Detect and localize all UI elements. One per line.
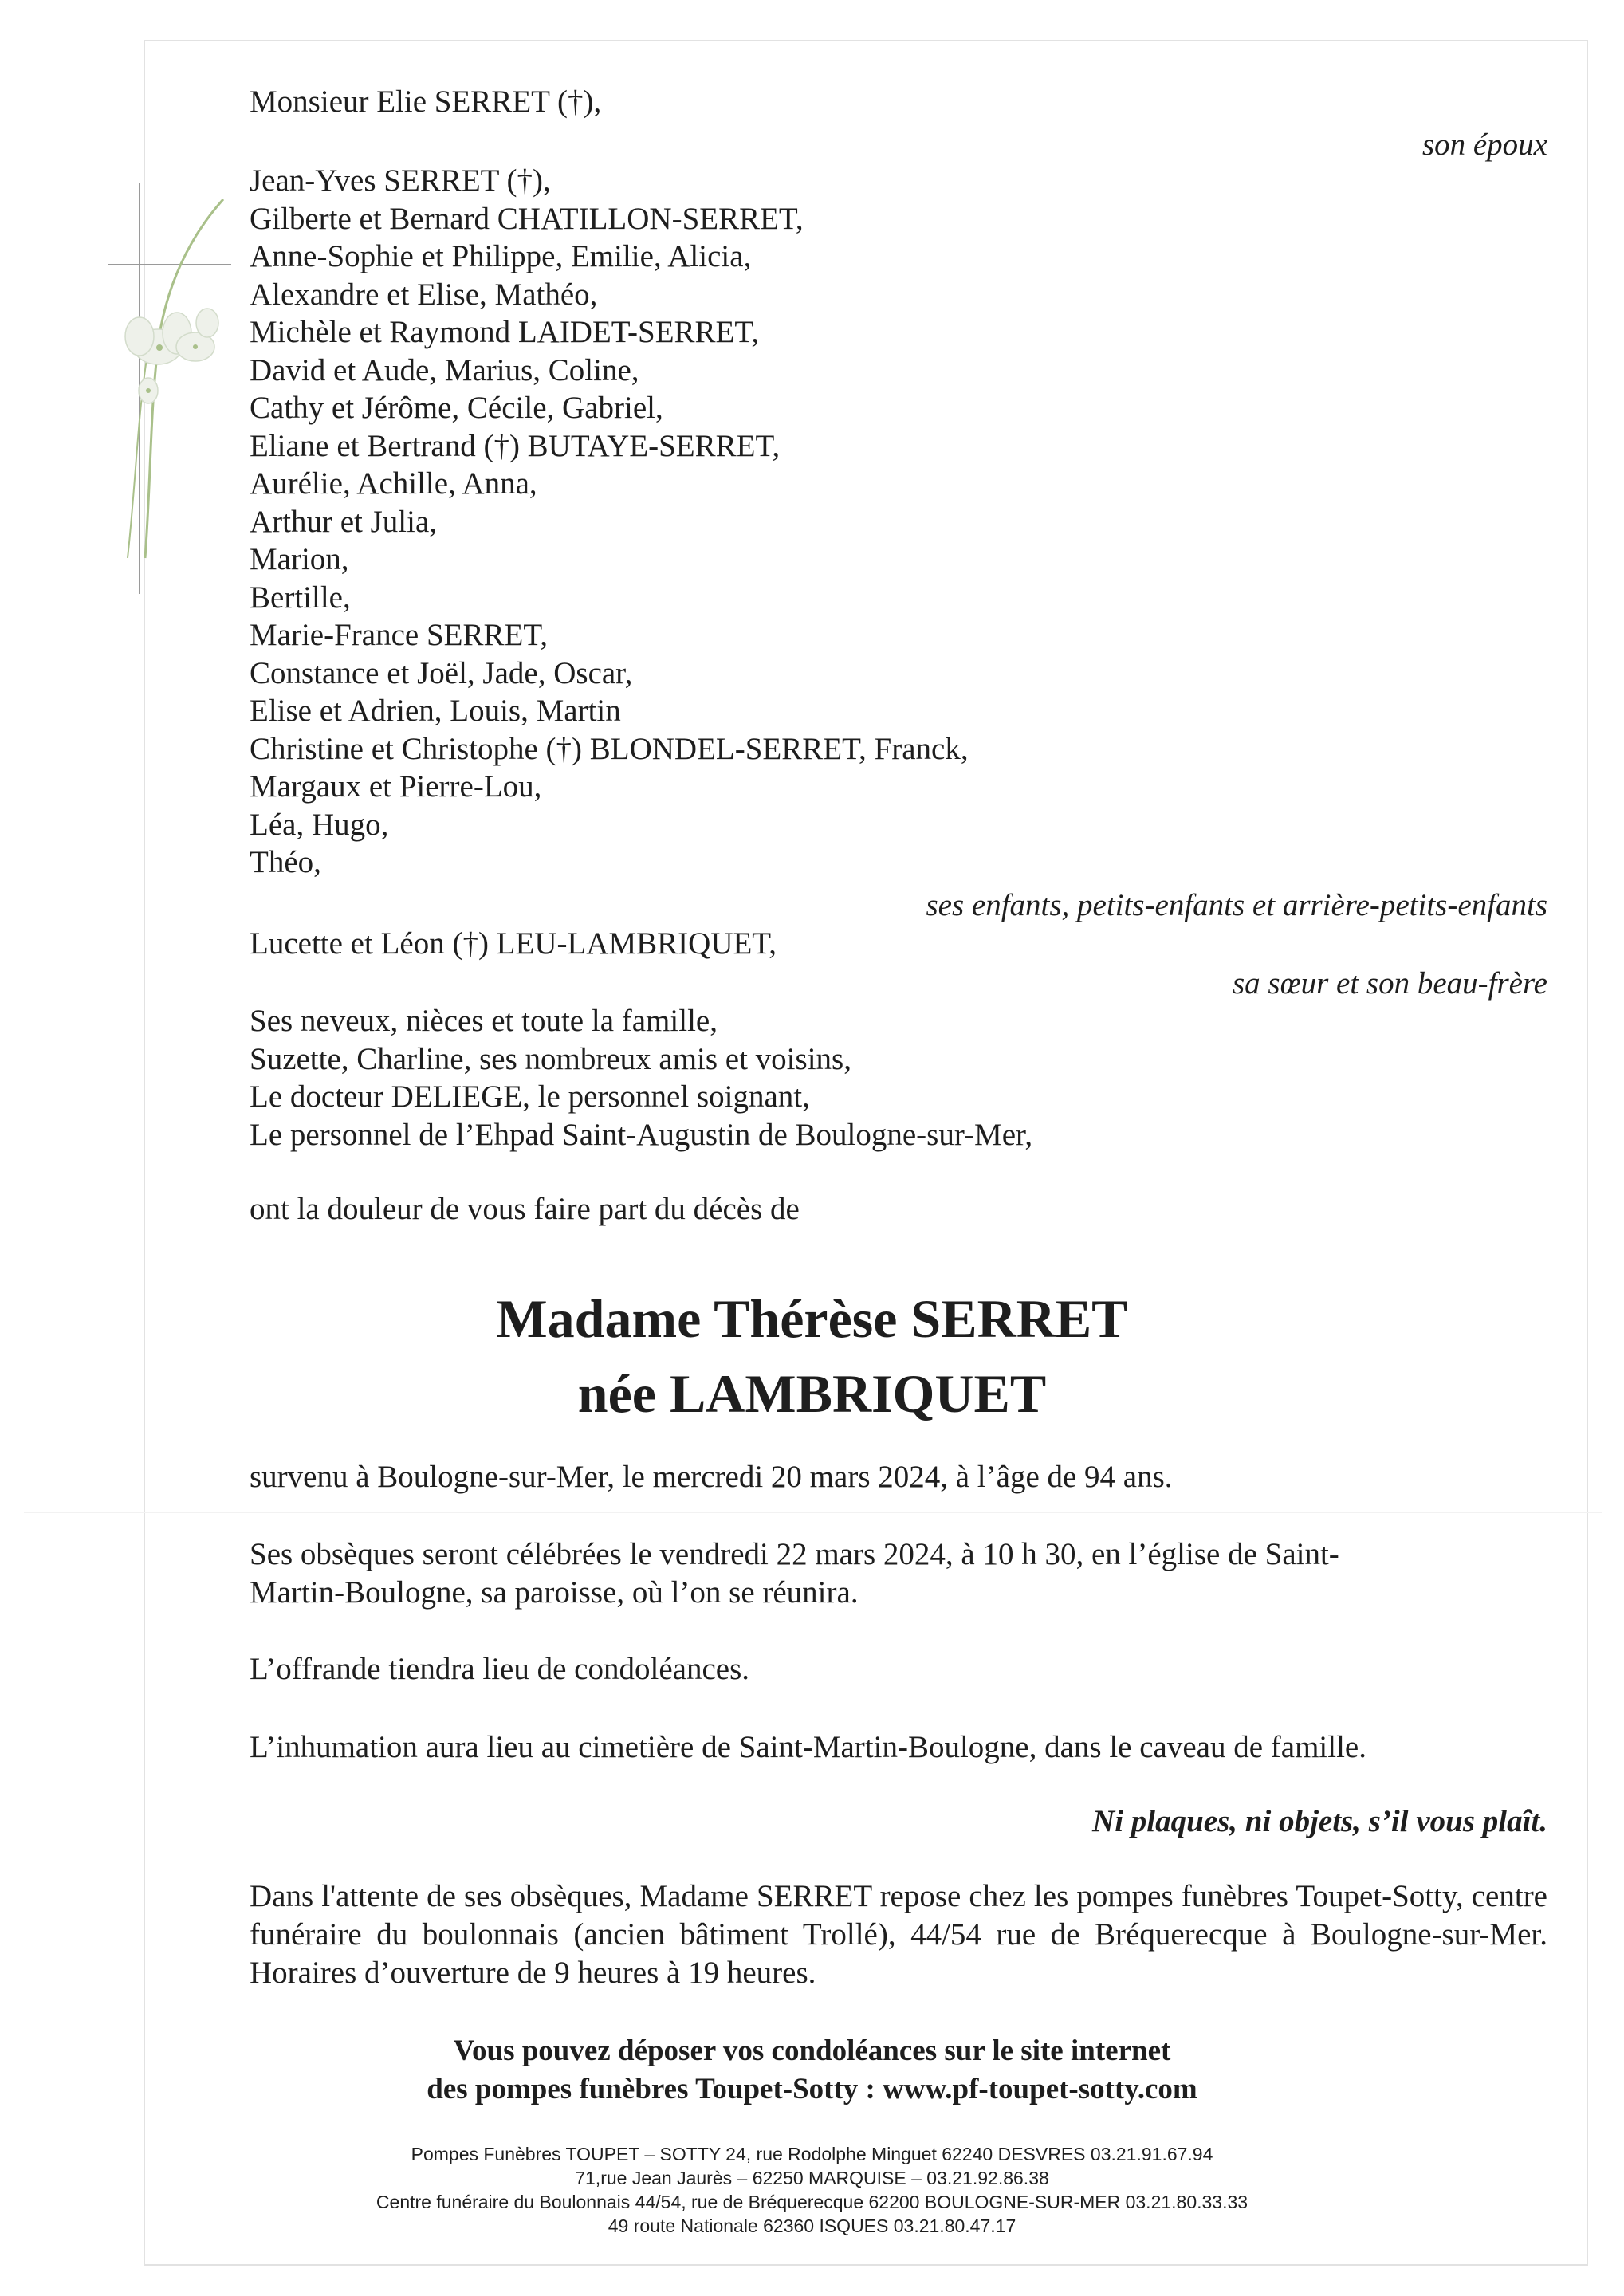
family-line: Léa, Hugo, bbox=[250, 808, 389, 842]
family-line: Lucette et Léon (†) LEU-LAMBRIQUET, bbox=[250, 926, 777, 961]
no-plaques-notice: Ni plaques, ni objets, s’il vous plaît. bbox=[1092, 1804, 1547, 1838]
family-line: Alexandre et Elise, Mathéo, bbox=[250, 277, 598, 312]
deceased-maiden-name: née LAMBRIQUET bbox=[577, 1363, 1047, 1424]
family-line: Arthur et Julia, bbox=[250, 505, 438, 539]
family-line: Théo, bbox=[250, 845, 321, 879]
funeral-details: Ses obsèques seront célébrées le vendredi 22 mars 2024, à 10 h 30, en l’église de Saint-Martin-Boulogne, sa paroisse, où l’on se réunira. bbox=[250, 1537, 1339, 1610]
relation-label: ses enfants, petits-enfants et arrière-petits-enfants bbox=[926, 888, 1547, 922]
family-line: Suzette, Charline, ses nombreux amis et voisins, bbox=[250, 1042, 851, 1076]
family-line: Le docteur DELIEGE, le personnel soignant, bbox=[250, 1079, 810, 1114]
fold-line-horizontal bbox=[24, 1512, 1602, 1513]
family-line: Monsieur Elie SERRET (†), bbox=[250, 85, 602, 119]
condolences-line: Vous pouvez déposer vos condoléances sur le site internet bbox=[453, 2035, 1171, 2067]
family-line: Jean-Yves SERRET (†), bbox=[250, 163, 551, 198]
burial-details: L’inhumation aura lieu au cimetière de Saint-Martin-Boulogne, dans le caveau de famille. bbox=[250, 1730, 1366, 1764]
relation-label: son époux bbox=[1421, 128, 1547, 162]
family-line: Anne-Sophie et Philippe, Emilie, Alicia, bbox=[250, 239, 752, 273]
family-line: Marie-France SERRET, bbox=[250, 618, 549, 652]
family-line: David et Aude, Marius, Coline, bbox=[250, 353, 639, 387]
family-line: Cathy et Jérôme, Cécile, Gabriel, bbox=[250, 391, 663, 425]
announcement-line: ont la douleur de vous faire part du décès de bbox=[250, 1192, 800, 1226]
family-line: Constance et Joël, Jade, Oscar, bbox=[250, 656, 633, 690]
family-line: Gilberte et Bernard CHATILLON-SERRET, bbox=[250, 202, 804, 236]
offering-note: L’offrande tiendra lieu de condoléances. bbox=[250, 1652, 749, 1686]
family-line: Le personnel de l’Ehpad Saint-Augustin de Boulogne-sur-Mer, bbox=[250, 1118, 1033, 1152]
family-line: Aurélie, Achille, Anna, bbox=[250, 466, 537, 501]
condolences-website-line: des pompes funèbres Toupet-Sotty : www.pf-toupet-sotty.com bbox=[427, 2073, 1197, 2105]
deceased-name: Madame Thérèse SERRET bbox=[496, 1288, 1128, 1349]
footer-line: Centre funéraire du Boulonnais 44/54, rue de Bréquerecque 62200 BOULOGNE-SUR-MER 03.21.80.33.33 bbox=[376, 2192, 1248, 2212]
cross-with-orchid-icon bbox=[96, 183, 255, 598]
family-line: Michèle et Raymond LAIDET-SERRET, bbox=[250, 315, 760, 349]
footer-line: 71,rue Jean Jaurès – 62250 MARQUISE – 03.21.92.86.38 bbox=[575, 2168, 1049, 2188]
death-details: survenu à Boulogne-sur-Mer, le mercredi 20 mars 2024, à l’âge de 94 ans. bbox=[250, 1460, 1173, 1494]
family-line: Marion, bbox=[250, 542, 349, 576]
footer-line: 49 route Nationale 62360 ISQUES 03.21.80.47.17 bbox=[608, 2215, 1016, 2236]
family-line: Ses neveux, nièces et toute la famille, bbox=[250, 1004, 718, 1038]
footer-line: Pompes Funèbres TOUPET – SOTTY 24, rue Rodolphe Minguet 62240 DESVRES 03.21.91.67.94 bbox=[411, 2144, 1213, 2164]
relation-label: sa sœur et son beau-frère bbox=[1232, 966, 1547, 1001]
family-line: Elise et Adrien, Louis, Martin bbox=[250, 694, 621, 728]
family-line: Christine et Christophe (†) BLONDEL-SERRET, Franck, bbox=[250, 732, 969, 766]
family-line: Margaux et Pierre-Lou, bbox=[250, 769, 542, 804]
family-line: Eliane et Bertrand (†) BUTAYE-SERRET, bbox=[250, 429, 781, 463]
rest-details: Dans l'attente de ses obsèques, Madame SERRET repose chez les pompes funèbres Toupet-Sotty, centre funéraire du boulonnais (ancien bâtiment Trollé), 44/54 rue de Bréquerecque à Boulogne-sur-Mer. Horaires d’ouverture de 9 heures à 19 heures. bbox=[250, 1879, 1547, 1990]
family-line: Bertille, bbox=[250, 580, 351, 615]
